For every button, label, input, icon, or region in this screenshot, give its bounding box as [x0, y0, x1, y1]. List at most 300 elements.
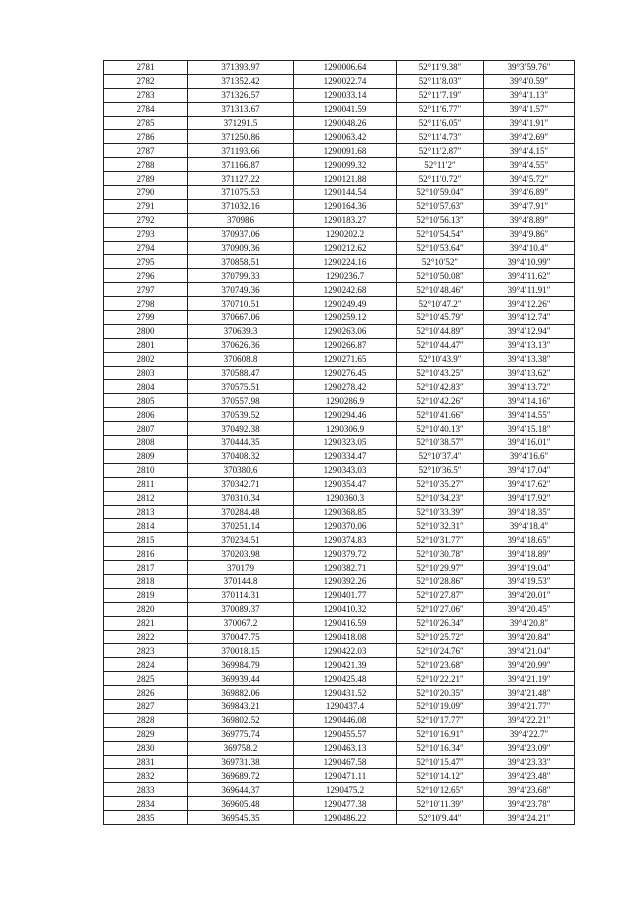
table-row	[104, 436, 575, 450]
longitude-cell: 39°4′17.92″	[484, 491, 575, 505]
latitude-cell: 52°10′53.64″	[397, 241, 484, 255]
latitude-cell: 52°10′38.57″	[397, 436, 484, 450]
latitude-cell: 52°10′32.31″	[397, 519, 484, 533]
longitude-cell: 39°4′8.89″	[484, 213, 575, 227]
y-coordinate-cell: 1290416.59	[294, 616, 397, 630]
latitude-cell: 52°10′20.35″	[397, 686, 484, 700]
y-coordinate-cell: 1290455.57	[294, 727, 397, 741]
latitude-cell: 52°10′14.12″	[397, 769, 484, 783]
point-number-cell: 2825	[104, 672, 188, 686]
longitude-cell: 39°4′6.89″	[484, 186, 575, 200]
latitude-cell: 52°10′35.27″	[397, 477, 484, 491]
latitude-cell: 52°11′6.77″	[397, 102, 484, 116]
y-coordinate-cell: 1290475.2	[294, 783, 397, 797]
longitude-cell: 39°4′18.4″	[484, 519, 575, 533]
point-number-cell: 2781	[104, 61, 188, 75]
x-coordinate-cell: 369545.35	[188, 811, 294, 825]
y-coordinate-cell: 1290099.32	[294, 158, 397, 172]
table-row	[104, 588, 575, 602]
longitude-cell: 39°4′20.01″	[484, 588, 575, 602]
longitude-cell: 39°4′20.45″	[484, 602, 575, 616]
x-coordinate-cell: 369758.2	[188, 741, 294, 755]
latitude-cell: 52°10′27.06″	[397, 602, 484, 616]
longitude-cell: 39°3′59.76″	[484, 61, 575, 75]
latitude-cell: 52°10′40.13″	[397, 422, 484, 436]
y-coordinate-cell: 1290224.16	[294, 255, 397, 269]
table-row	[104, 158, 575, 172]
table-row	[104, 699, 575, 713]
x-coordinate-cell: 370575.51	[188, 380, 294, 394]
x-coordinate-cell: 370799.33	[188, 269, 294, 283]
x-coordinate-cell: 369939.44	[188, 672, 294, 686]
x-coordinate-cell: 370639.3	[188, 324, 294, 338]
table-row	[104, 741, 575, 755]
y-coordinate-cell: 1290164.36	[294, 199, 397, 213]
longitude-cell: 39°4′10.99″	[484, 255, 575, 269]
y-coordinate-cell: 1290041.59	[294, 102, 397, 116]
latitude-cell: 52°10′41.66″	[397, 408, 484, 422]
table-row	[104, 658, 575, 672]
longitude-cell: 39°4′23.09″	[484, 741, 575, 755]
y-coordinate-cell: 1290183.27	[294, 213, 397, 227]
coordinates-table	[103, 60, 575, 825]
x-coordinate-cell: 371352.42	[188, 74, 294, 88]
table-row	[104, 352, 575, 366]
latitude-cell: 52°10′16.91″	[397, 727, 484, 741]
latitude-cell: 52°10′59.04″	[397, 186, 484, 200]
table-row	[104, 394, 575, 408]
latitude-cell: 52°10′44.89″	[397, 324, 484, 338]
x-coordinate-cell: 370937.06	[188, 227, 294, 241]
point-number-cell: 2810	[104, 463, 188, 477]
table-row	[104, 602, 575, 616]
table-row	[104, 630, 575, 644]
point-number-cell: 2818	[104, 574, 188, 588]
longitude-cell: 39°4′7.91″	[484, 199, 575, 213]
longitude-cell: 39°4′12.94″	[484, 324, 575, 338]
table-row	[104, 672, 575, 686]
x-coordinate-cell: 370667.06	[188, 311, 294, 325]
point-number-cell: 2814	[104, 519, 188, 533]
table-row	[104, 338, 575, 352]
x-coordinate-cell: 371193.66	[188, 144, 294, 158]
table-row	[104, 561, 575, 575]
latitude-cell: 52°10′57.63″	[397, 199, 484, 213]
point-number-cell: 2797	[104, 283, 188, 297]
x-coordinate-cell: 369984.79	[188, 658, 294, 672]
table-row	[104, 463, 575, 477]
y-coordinate-cell: 1290249.49	[294, 297, 397, 311]
y-coordinate-cell: 1290121.88	[294, 172, 397, 186]
longitude-cell: 39°4′20.84″	[484, 630, 575, 644]
latitude-cell: 52°10′31.77″	[397, 533, 484, 547]
x-coordinate-cell: 370380.6	[188, 463, 294, 477]
latitude-cell: 52°11′8.03″	[397, 74, 484, 88]
latitude-cell: 52°10′33.39″	[397, 505, 484, 519]
y-coordinate-cell: 1290370.06	[294, 519, 397, 533]
y-coordinate-cell: 1290306.9	[294, 422, 397, 436]
latitude-cell: 52°10′25.72″	[397, 630, 484, 644]
x-coordinate-cell: 370203.98	[188, 547, 294, 561]
point-number-cell: 2785	[104, 116, 188, 130]
table-row	[104, 241, 575, 255]
y-coordinate-cell: 1290276.45	[294, 366, 397, 380]
latitude-cell: 52°10′42.83″	[397, 380, 484, 394]
table-row	[104, 144, 575, 158]
point-number-cell: 2812	[104, 491, 188, 505]
table-row	[104, 283, 575, 297]
table-row	[104, 74, 575, 88]
latitude-cell: 52°10′36.5″	[397, 463, 484, 477]
x-coordinate-cell: 369843.21	[188, 699, 294, 713]
x-coordinate-cell: 370251.14	[188, 519, 294, 533]
x-coordinate-cell: 369605.48	[188, 797, 294, 811]
y-coordinate-cell: 1290343.03	[294, 463, 397, 477]
latitude-cell: 52°10′9.44″	[397, 811, 484, 825]
table-row	[104, 686, 575, 700]
table-row	[104, 408, 575, 422]
x-coordinate-cell: 370047.75	[188, 630, 294, 644]
point-number-cell: 2809	[104, 449, 188, 463]
point-number-cell: 2815	[104, 533, 188, 547]
x-coordinate-cell: 370626.36	[188, 338, 294, 352]
table-row	[104, 519, 575, 533]
table-row	[104, 172, 575, 186]
latitude-cell: 52°10′11.39″	[397, 797, 484, 811]
latitude-cell: 52°10′56.13″	[397, 213, 484, 227]
table-row	[104, 713, 575, 727]
x-coordinate-cell: 370539.52	[188, 408, 294, 422]
table-row	[104, 477, 575, 491]
y-coordinate-cell: 1290278.42	[294, 380, 397, 394]
point-number-cell: 2795	[104, 255, 188, 269]
table-row	[104, 186, 575, 200]
longitude-cell: 39°4′18.65″	[484, 533, 575, 547]
y-coordinate-cell: 1290323.05	[294, 436, 397, 450]
point-number-cell: 2801	[104, 338, 188, 352]
y-coordinate-cell: 1290048.26	[294, 116, 397, 130]
x-coordinate-cell: 370144.8	[188, 574, 294, 588]
x-coordinate-cell: 370909.36	[188, 241, 294, 255]
table-row	[104, 130, 575, 144]
longitude-cell: 39°4′12.26″	[484, 297, 575, 311]
point-number-cell: 2834	[104, 797, 188, 811]
x-coordinate-cell: 369644.37	[188, 783, 294, 797]
point-number-cell: 2821	[104, 616, 188, 630]
point-number-cell: 2783	[104, 88, 188, 102]
y-coordinate-cell: 1290421.39	[294, 658, 397, 672]
latitude-cell: 52°10′47.2″	[397, 297, 484, 311]
point-number-cell: 2794	[104, 241, 188, 255]
longitude-cell: 39°4′18.35″	[484, 505, 575, 519]
y-coordinate-cell: 1290334.47	[294, 449, 397, 463]
y-coordinate-cell: 1290477.38	[294, 797, 397, 811]
x-coordinate-cell: 370114.31	[188, 588, 294, 602]
latitude-cell: 52°10′26.34″	[397, 616, 484, 630]
point-number-cell: 2831	[104, 755, 188, 769]
x-coordinate-cell: 370179	[188, 561, 294, 575]
x-coordinate-cell: 370089.37	[188, 602, 294, 616]
y-coordinate-cell: 1290022.74	[294, 74, 397, 88]
x-coordinate-cell: 370310.34	[188, 491, 294, 505]
longitude-cell: 39°4′1.91″	[484, 116, 575, 130]
point-number-cell: 2786	[104, 130, 188, 144]
x-coordinate-cell: 370608.8	[188, 352, 294, 366]
table-row	[104, 88, 575, 102]
y-coordinate-cell: 1290236.7	[294, 269, 397, 283]
longitude-cell: 39°4′22.7″	[484, 727, 575, 741]
point-number-cell: 2828	[104, 713, 188, 727]
y-coordinate-cell: 1290033.14	[294, 88, 397, 102]
table-row	[104, 255, 575, 269]
longitude-cell: 39°4′1.13″	[484, 88, 575, 102]
longitude-cell: 39°4′1.57″	[484, 102, 575, 116]
y-coordinate-cell: 1290401.77	[294, 588, 397, 602]
point-number-cell: 2819	[104, 588, 188, 602]
x-coordinate-cell: 370557.98	[188, 394, 294, 408]
longitude-cell: 39°4′4.55″	[484, 158, 575, 172]
x-coordinate-cell: 371326.57	[188, 88, 294, 102]
latitude-cell: 52°11′4.73″	[397, 130, 484, 144]
y-coordinate-cell: 1290360.3	[294, 491, 397, 505]
point-number-cell: 2806	[104, 408, 188, 422]
y-coordinate-cell: 1290410.32	[294, 602, 397, 616]
table-row	[104, 644, 575, 658]
longitude-cell: 39°4′18.89″	[484, 547, 575, 561]
point-number-cell: 2807	[104, 422, 188, 436]
x-coordinate-cell: 369802.52	[188, 713, 294, 727]
point-number-cell: 2832	[104, 769, 188, 783]
y-coordinate-cell: 1290392.26	[294, 574, 397, 588]
point-number-cell: 2824	[104, 658, 188, 672]
point-number-cell: 2798	[104, 297, 188, 311]
point-number-cell: 2823	[104, 644, 188, 658]
point-number-cell: 2793	[104, 227, 188, 241]
latitude-cell: 52°10′34.23″	[397, 491, 484, 505]
longitude-cell: 39°4′24.21″	[484, 811, 575, 825]
x-coordinate-cell: 370588.47	[188, 366, 294, 380]
latitude-cell: 52°10′37.4″	[397, 449, 484, 463]
table-row	[104, 380, 575, 394]
longitude-cell: 39°4′12.74″	[484, 311, 575, 325]
x-coordinate-cell: 370408.32	[188, 449, 294, 463]
point-number-cell: 2830	[104, 741, 188, 755]
latitude-cell: 52°10′45.79″	[397, 311, 484, 325]
longitude-cell: 39°4′13.13″	[484, 338, 575, 352]
longitude-cell: 39°4′16.6″	[484, 449, 575, 463]
table-row	[104, 769, 575, 783]
x-coordinate-cell: 370018.15	[188, 644, 294, 658]
x-coordinate-cell: 370492.38	[188, 422, 294, 436]
y-coordinate-cell: 1290091.68	[294, 144, 397, 158]
x-coordinate-cell: 371291.5	[188, 116, 294, 130]
point-number-cell: 2788	[104, 158, 188, 172]
x-coordinate-cell: 370284.48	[188, 505, 294, 519]
latitude-cell: 52°10′23.68″	[397, 658, 484, 672]
table-row	[104, 213, 575, 227]
point-number-cell: 2808	[104, 436, 188, 450]
y-coordinate-cell: 1290422.03	[294, 644, 397, 658]
x-coordinate-cell: 370749.36	[188, 283, 294, 297]
point-number-cell: 2787	[104, 144, 188, 158]
latitude-cell: 52°10′24.76″	[397, 644, 484, 658]
longitude-cell: 39°4′21.19″	[484, 672, 575, 686]
point-number-cell: 2791	[104, 199, 188, 213]
table-row	[104, 616, 575, 630]
longitude-cell: 39°4′11.91″	[484, 283, 575, 297]
x-coordinate-cell: 369775.74	[188, 727, 294, 741]
longitude-cell: 39°4′21.77″	[484, 699, 575, 713]
y-coordinate-cell: 1290242.68	[294, 283, 397, 297]
latitude-cell: 52°10′27.87″	[397, 588, 484, 602]
x-coordinate-cell: 370444.35	[188, 436, 294, 450]
longitude-cell: 39°4′13.38″	[484, 352, 575, 366]
x-coordinate-cell: 369882.06	[188, 686, 294, 700]
x-coordinate-cell: 371075.53	[188, 186, 294, 200]
latitude-cell: 52°10′52″	[397, 255, 484, 269]
longitude-cell: 39°4′11.62″	[484, 269, 575, 283]
longitude-cell: 39°4′5.72″	[484, 172, 575, 186]
latitude-cell: 52°10′48.46″	[397, 283, 484, 297]
point-number-cell: 2817	[104, 561, 188, 575]
latitude-cell: 52°11′7.19″	[397, 88, 484, 102]
y-coordinate-cell: 1290286.9	[294, 394, 397, 408]
y-coordinate-cell: 1290263.06	[294, 324, 397, 338]
y-coordinate-cell: 1290271.65	[294, 352, 397, 366]
latitude-cell: 52°10′43.9″	[397, 352, 484, 366]
longitude-cell: 39°4′19.53″	[484, 574, 575, 588]
longitude-cell: 39°4′17.04″	[484, 463, 575, 477]
longitude-cell: 39°4′14.55″	[484, 408, 575, 422]
x-coordinate-cell: 371393.97	[188, 61, 294, 75]
table-row	[104, 449, 575, 463]
table-row	[104, 102, 575, 116]
longitude-cell: 39°4′13.62″	[484, 366, 575, 380]
y-coordinate-cell: 1290374.83	[294, 533, 397, 547]
longitude-cell: 39°4′23.78″	[484, 797, 575, 811]
latitude-cell: 52°11′2.87″	[397, 144, 484, 158]
point-number-cell: 2789	[104, 172, 188, 186]
table-row	[104, 311, 575, 325]
table-row	[104, 547, 575, 561]
table-row	[104, 505, 575, 519]
x-coordinate-cell: 370234.51	[188, 533, 294, 547]
y-coordinate-cell: 1290446.08	[294, 713, 397, 727]
table-row	[104, 783, 575, 797]
x-coordinate-cell: 370067.2	[188, 616, 294, 630]
longitude-cell: 39°4′20.8″	[484, 616, 575, 630]
point-number-cell: 2829	[104, 727, 188, 741]
latitude-cell: 52°11′2″	[397, 158, 484, 172]
point-number-cell: 2827	[104, 699, 188, 713]
table-row	[104, 116, 575, 130]
coordinates-table-body	[104, 61, 575, 825]
latitude-cell: 52°10′54.54″	[397, 227, 484, 241]
y-coordinate-cell: 1290467.58	[294, 755, 397, 769]
latitude-cell: 52°10′17.77″	[397, 713, 484, 727]
y-coordinate-cell: 1290471.11	[294, 769, 397, 783]
longitude-cell: 39°4′23.33″	[484, 755, 575, 769]
y-coordinate-cell: 1290382.71	[294, 561, 397, 575]
x-coordinate-cell: 370710.51	[188, 297, 294, 311]
longitude-cell: 39°4′22.21″	[484, 713, 575, 727]
latitude-cell: 52°10′15.47″	[397, 755, 484, 769]
point-number-cell: 2804	[104, 380, 188, 394]
y-coordinate-cell: 1290425.48	[294, 672, 397, 686]
point-number-cell: 2790	[104, 186, 188, 200]
longitude-cell: 39°4′0.59″	[484, 74, 575, 88]
y-coordinate-cell: 1290379.72	[294, 547, 397, 561]
table-row	[104, 574, 575, 588]
latitude-cell: 52°10′19.09″	[397, 699, 484, 713]
latitude-cell: 52°10′43.25″	[397, 366, 484, 380]
longitude-cell: 39°4′2.69″	[484, 130, 575, 144]
y-coordinate-cell: 1290202.2	[294, 227, 397, 241]
y-coordinate-cell: 1290431.52	[294, 686, 397, 700]
latitude-cell: 52°10′29.97″	[397, 561, 484, 575]
latitude-cell: 52°10′28.86″	[397, 574, 484, 588]
point-number-cell: 2802	[104, 352, 188, 366]
y-coordinate-cell: 1290006.64	[294, 61, 397, 75]
y-coordinate-cell: 1290418.08	[294, 630, 397, 644]
table-row	[104, 533, 575, 547]
point-number-cell: 2796	[104, 269, 188, 283]
point-number-cell: 2820	[104, 602, 188, 616]
point-number-cell: 2799	[104, 311, 188, 325]
x-coordinate-cell: 369689.72	[188, 769, 294, 783]
y-coordinate-cell: 1290368.85	[294, 505, 397, 519]
longitude-cell: 39°4′4.15″	[484, 144, 575, 158]
point-number-cell: 2833	[104, 783, 188, 797]
x-coordinate-cell: 370342.71	[188, 477, 294, 491]
y-coordinate-cell: 1290266.87	[294, 338, 397, 352]
longitude-cell: 39°4′10.4″	[484, 241, 575, 255]
latitude-cell: 52°10′16.34″	[397, 741, 484, 755]
x-coordinate-cell: 370858.51	[188, 255, 294, 269]
table-row	[104, 491, 575, 505]
longitude-cell: 39°4′9.86″	[484, 227, 575, 241]
point-number-cell: 2813	[104, 505, 188, 519]
table-row	[104, 297, 575, 311]
latitude-cell: 52°10′42.26″	[397, 394, 484, 408]
table-row	[104, 797, 575, 811]
point-number-cell: 2800	[104, 324, 188, 338]
point-number-cell: 2792	[104, 213, 188, 227]
x-coordinate-cell: 371313.67	[188, 102, 294, 116]
latitude-cell: 52°11′9.38″	[397, 61, 484, 75]
y-coordinate-cell: 1290063.42	[294, 130, 397, 144]
table-row	[104, 755, 575, 769]
latitude-cell: 52°11′6.05″	[397, 116, 484, 130]
longitude-cell: 39°4′23.48″	[484, 769, 575, 783]
longitude-cell: 39°4′20.99″	[484, 658, 575, 672]
point-number-cell: 2835	[104, 811, 188, 825]
point-number-cell: 2782	[104, 74, 188, 88]
point-number-cell: 2803	[104, 366, 188, 380]
latitude-cell: 52°10′30.78″	[397, 547, 484, 561]
point-number-cell: 2816	[104, 547, 188, 561]
table-row	[104, 422, 575, 436]
y-coordinate-cell: 1290437.4	[294, 699, 397, 713]
longitude-cell: 39°4′15.18″	[484, 422, 575, 436]
y-coordinate-cell: 1290144.54	[294, 186, 397, 200]
longitude-cell: 39°4′19.04″	[484, 561, 575, 575]
y-coordinate-cell: 1290463.13	[294, 741, 397, 755]
longitude-cell: 39°4′23.68″	[484, 783, 575, 797]
x-coordinate-cell: 371166.87	[188, 158, 294, 172]
y-coordinate-cell: 1290212.62	[294, 241, 397, 255]
x-coordinate-cell: 371032.16	[188, 199, 294, 213]
